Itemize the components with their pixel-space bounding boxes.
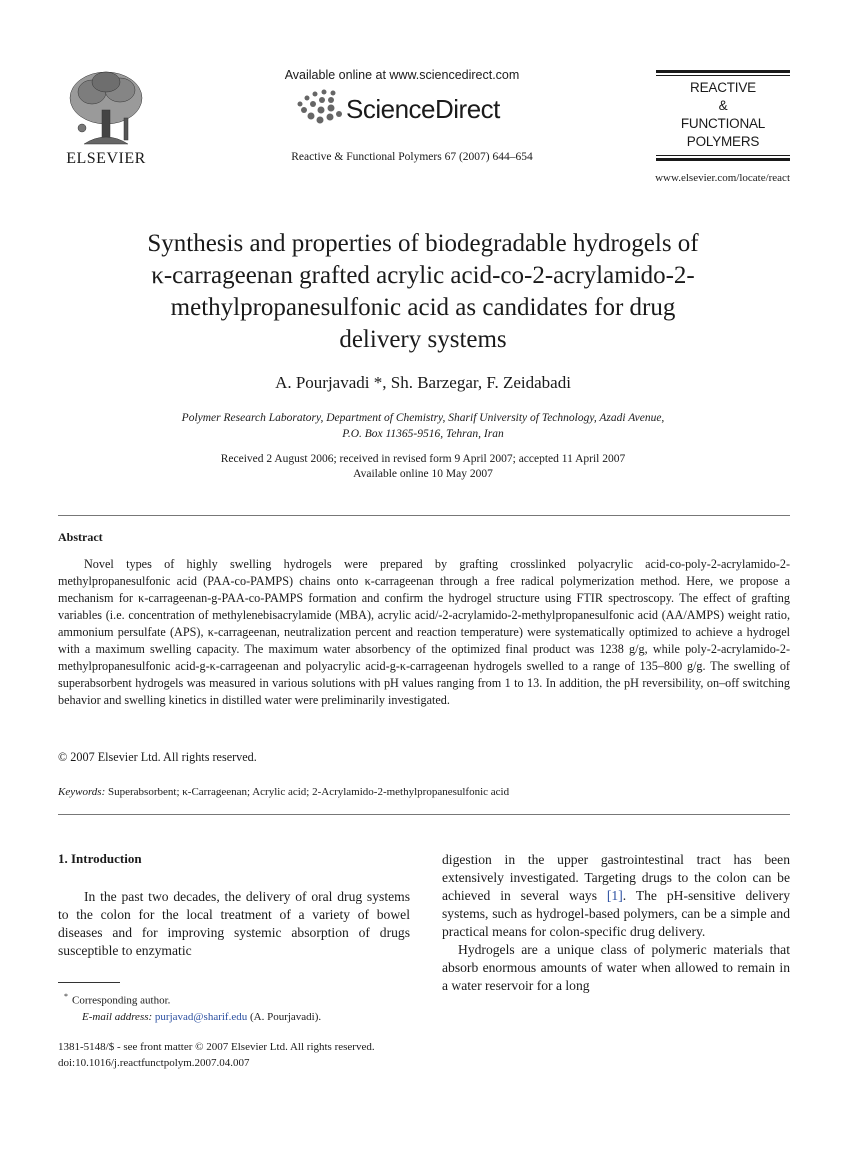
sciencedirect-dots-icon (294, 86, 344, 130)
title-line: Synthesis and properties of biodegradable hydrogels of (147, 230, 699, 257)
keywords-label: Keywords: (58, 786, 106, 798)
dates-line: Available online 10 May 2007 (353, 468, 493, 480)
corresponding-author-note: Corresponding author. (72, 994, 171, 1007)
journal-url-link[interactable]: www.elsevier.com/locate/react (655, 172, 790, 184)
abstract-heading: Abstract (58, 530, 103, 544)
keywords (58, 786, 509, 798)
journal-citation: Reactive & Functional Polymers 67 (2007) 644–654 (291, 151, 533, 163)
footnote-marker: * (64, 992, 68, 1001)
right-column-paragraph: digestion in the upper gastrointestinal tract has been extensively investigated. Targeting drugs to the colon can be achieved in several ways [1]. The pH-sensitive delivery systems, such as hydrogel-based polymers, can be a simple and practical means for colon-specific drug delivery. (442, 852, 790, 939)
email-label: E-mail address: (82, 1010, 153, 1023)
abstract-bottom-divider (58, 814, 790, 815)
dates-line: Received 2 August 2006; received in revised form 9 April 2007; accepted 11 April 2007 (220, 453, 626, 465)
journal-title-line: FUNCTIONAL (680, 116, 766, 131)
elsevier-logo (58, 68, 154, 168)
email-owner: (A. Pourjavadi). (249, 1010, 322, 1023)
article-dates (70, 452, 776, 482)
issn-line: 1381-5148/$ - see front matter © 2007 Elsevier Ltd. All rights reserved. (58, 1041, 375, 1053)
sciencedirect-available-text: Available online at www.sciencedirect.com (284, 68, 520, 82)
journal-title-line: REACTIVE (690, 80, 756, 95)
abstract-copyright: © 2007 Elsevier Ltd. All rights reserved. (58, 750, 257, 764)
right-column (442, 851, 790, 995)
publisher-name: ELSEVIER (66, 150, 146, 167)
journal-title-line: & (718, 98, 728, 113)
keywords-list: Superabsorbent; κ-Carrageenan; Acrylic acid; 2-Acrylamido-2-methylpropanesulfonic acid (108, 786, 510, 798)
doi-line: doi:10.1016/j.reactfunctpolym.2007.04.007 (58, 1057, 250, 1069)
journal-title-box (656, 70, 790, 161)
author-list: A. Pourjavadi *, Sh. Barzegar, F. Zeidabadi (275, 373, 571, 392)
sciencedirect-brand-name: ScienceDirect (346, 94, 500, 124)
title-line: delivery systems (339, 326, 507, 353)
footnote-divider (58, 982, 120, 983)
journal-title-line: POLYMERS (686, 134, 760, 149)
title-line: κ-carrageenan grafted acrylic acid-co-2-acrylamido-2- (151, 262, 695, 289)
sciencedirect-logo (294, 86, 534, 130)
email-link[interactable]: purjavad@sharif.edu (154, 1010, 248, 1023)
footnote (58, 989, 321, 1025)
article-title (70, 228, 776, 356)
right-column-paragraph: Hydrogels are a unique class of polymeric materials that absorb enormous amounts of water when allowed to remain in a water reservoir for a long (442, 942, 790, 993)
elsevier-tree-icon (64, 68, 148, 148)
affiliation (70, 410, 776, 442)
front-matter (58, 1039, 375, 1071)
left-column-paragraph: In the past two decades, the delivery of oral drug systems to the colon for the local treatment of a variety of bowel diseases and for improving systemic absorption of drugs susceptible to enzymatic (58, 889, 410, 958)
section-heading-introduction: 1. Introduction (58, 851, 142, 866)
abstract-top-divider (58, 515, 790, 516)
citation-link[interactable]: [1] (606, 888, 623, 903)
journal-title (656, 76, 790, 153)
title-line: methylpropanesulfonic acid as candidates for drug (170, 294, 676, 321)
abstract-body: Novel types of highly swelling hydrogels were prepared by grafting crosslinked polyacrylic acid-co-poly-2-acrylamido-2-methylpropanesulfonic acid (PAA-co-PAMPS) chains onto κ-carrageenan through a free radical polymerization method. Here, we propose a mechanism for κ-carrageenan-g-PAA-co-PAMPS formation and confirm the hydrogel structure using FTIR spectroscopy. The effect of grafting variables (i.e. concentration of methylenebisacrylamide (MBA), acrylic acid/-2-acrylamido-2-methylpropanesulfonic acid (AA/AMPS) weight ratio, ammonium persulfate (APS), κ-carrageenan, neutralization percent and reaction temperature) were systematically optimized to achieve a hydrogel with a maximum swelling capacity. The maximum water absorbency of the optimized final product was 1238 g/g, while poly-2-acrylamido-2-methylpropanesulfonic acid-g-κ-carrageenan and polyacrylic acid-g-κ-carrageenan hydrogels swelled to a range of 135–800 g/g. The swelling of superabsorbent hydrogels was measured in various solutions with pH values ranging from 1 to 13. In addition, the pH reversibility, on–off switching behavior and swelling kinetics in distilled water were preliminarily investigated. (58, 557, 790, 707)
affiliation-line: Polymer Research Laboratory, Department of Chemistry, Sharif University of Technology, Azadi Avenue, (181, 412, 665, 424)
affiliation-line: P.O. Box 11365-9516, Tehran, Iran (342, 428, 504, 440)
